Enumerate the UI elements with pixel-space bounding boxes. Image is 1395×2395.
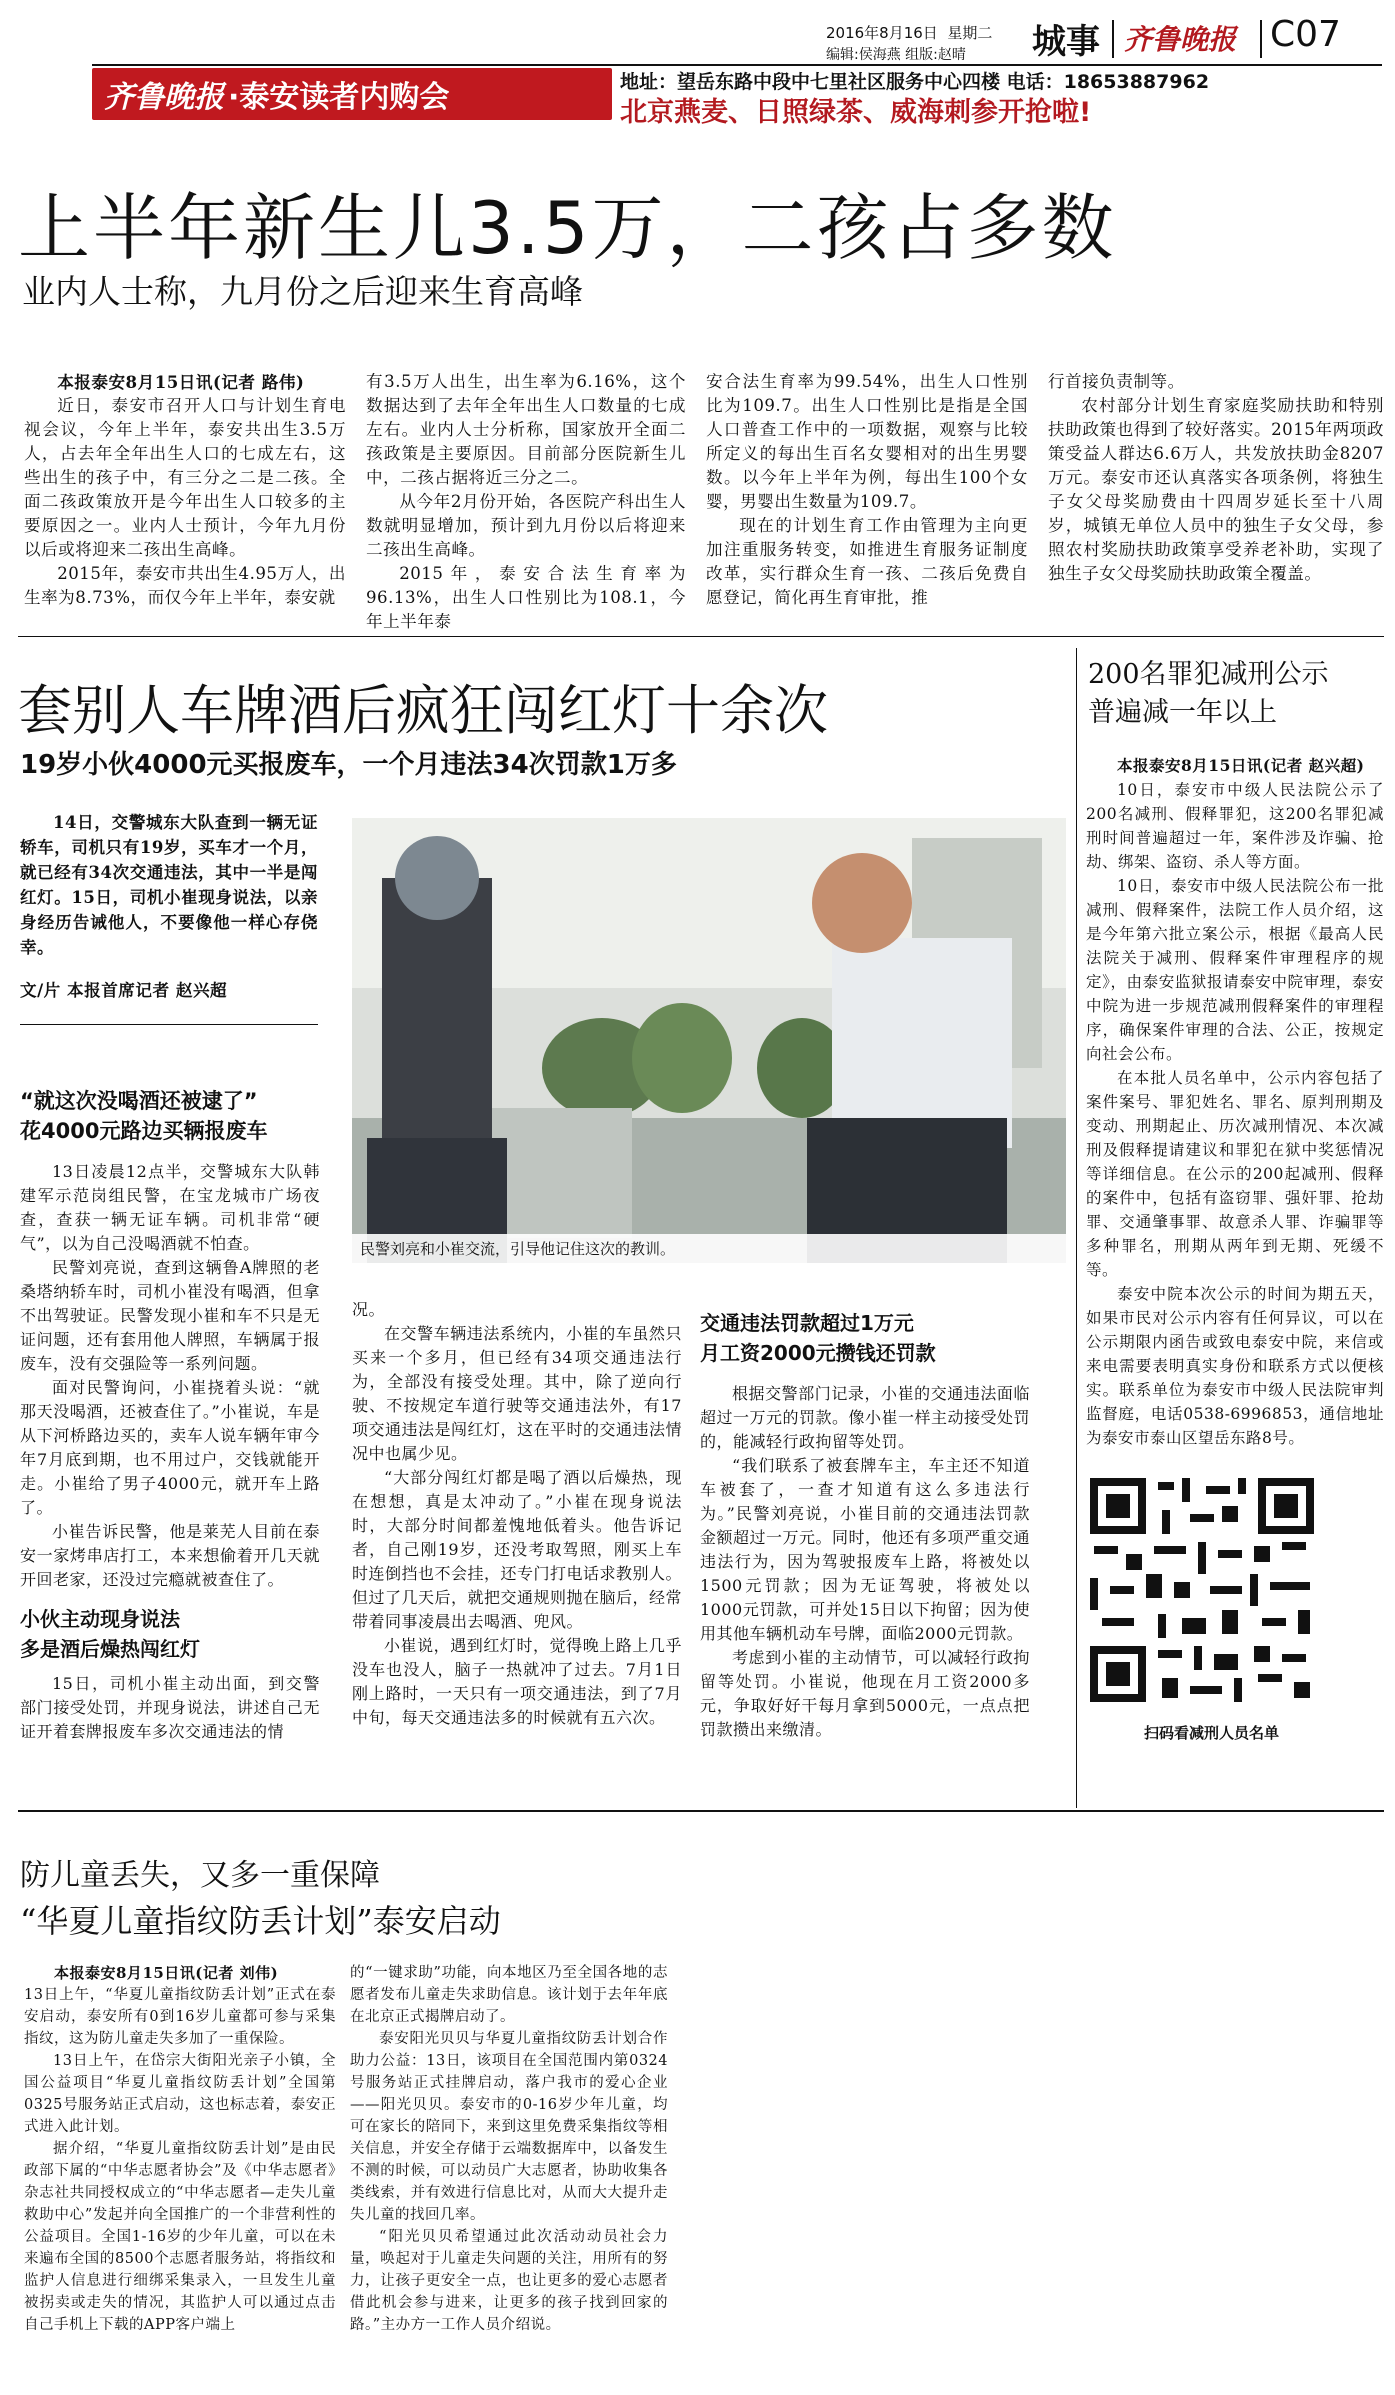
article1-col3: 安合法生育率为99.54%，出生人口性别比为109.7。出生人口性别比是指是全国人口普查工作中的一项数据，观察与比较所定义的每出生百名女婴相对的出生男婴数。以今年上半年为例，每出生100个女婴，男婴出生数量为109.7。 现在的计划生育工作由管理为主向更加注重服务转变，如推进生育服务证制度改革，实行群众生育一孩、二孩后免费自愿登记，简化再生育审批，推: [706, 372, 1028, 607]
article1-col4: 行首接负责制等。 农村部分计划生育家庭奖励扶助和特别扶助政策也得到了较好落实。2015年两项政策受益人群达6.6万人，共发放扶助金8207万元。泰安市还认真落实各项条例，将独生子女父母奖励费由十四周岁延长至十八周岁，城镇无单位人员中的独生子女父母，参照农村奖励扶助政策享受养老补助，实现了独生子女父母奖励扶助政策全覆盖。: [1048, 372, 1384, 583]
qr-caption: 扫码看减刑人员名单: [1144, 1724, 1280, 1742]
header: [0, 0, 1395, 128]
page-number: C07: [1270, 14, 1341, 55]
police-interview-photo: [352, 818, 1066, 1263]
promo-banner: [92, 68, 612, 120]
article3-title: 防儿童丢失，又多一重保障: [20, 1858, 380, 1893]
article1-subtitle: 业内人士称，九月份之后迎来生育高峰: [22, 272, 583, 311]
article2-col1: “就这次没喝酒还被逮了” 花4000元路边买辆报废车 13日凌晨12点半，交警城东大队韩建军示范岗组民警，在宝龙城市广场夜查，查获一辆无证车辆。司机非常“硬气”，以为自己没喝酒就不怕查。 民警刘亮说，查到这辆鲁A牌照的老桑塔纳轿车时，司机小崔没有喝酒，但拿不出驾驶证。民警发现小崔和车不只是无证问题，还有套用他人牌照，车辆属于报废车，没有交强险等一系列问题。 面对民警询问，小崔挠着头说：“就那天没喝酒，还被查住了。”小崔说，车是从下河桥路边买的，卖车人说车辆年审今年7月底到期，也不用过户，交钱就能开走。小崔给了男子4000元，就开车上路了。 小崔告诉民警，他是莱芜人目前在泰安一家烤串店打工，本来想偷着开几天就开回老家，还没过完瘾就被查住了。 小伙主动现身说法 多是酒后燥热闯红灯 15日，司机小崔主动出面，到交警部门接受处罚，并现身说法，讲述自己无证开着套牌报废车多次交通违法的情: [20, 1089, 320, 1741]
article1-col1: 本报泰安8月15日讯(记者 路伟) 近日，泰安市召开人口与计划生育电视会议，今年上半年，泰安共出生3.5万人，占去年全年出生人口的七成左右，这些出生的孩子中，有三分之二是二孩。全面二孩政策放开是今年出生人口较多的主要原因之一。业内人士预计，今年九月份以后或将迎来二孩出生高峰。 2015年，泰安市共出生4.95万人，出生率为8.73%，而仅今年上半年，泰安就: [24, 372, 346, 607]
header-logo: 齐鲁晚报: [1124, 23, 1237, 56]
sidebar-title-1: 200名罪犯减刑公示: [1088, 659, 1329, 690]
article2-title: 套别人车牌酒后疯狂闯红灯十余次: [18, 679, 828, 742]
article2-lead: 14日，交警城东大队查到一辆无证轿车，司机只有19岁，买车才一个月，就已经有34次交通违法，其中一半是闯红灯。15日，司机小崔现身说法，以亲身经历告诫他人，不要像他一样心存侥幸。 文/片 本报首席记者 赵兴超: [20, 813, 318, 1000]
photo-caption: 民警刘亮和小崔交流，引导他记住这次的教训。: [352, 1234, 1066, 1263]
article1-byline: 本报泰安8月15日讯(记者 路伟): [57, 372, 305, 392]
sidebar: 200名罪犯减刑公示 普遍减一年以上 本报泰安8月15日讯(记者 赵兴超) 10日，泰安市中级人民法院公示了200名减刑、假释罪犯，这200名罪犯减刑时间普遍超过一年，案件涉及诈骗、抢劫、绑架、盗窃、杀人等方面。 10日，泰安市中级人民法院公布一批减刑、假释案件，法院工作人员介绍，这是今年第六批立案公示，根据《最高人民法院关于减刑、假释案件审理程序的规定》，由泰安监狱报请泰安中院审理，泰安中院为进一步规范减刑假释案件的审理程序，确保案件审理的合法、公正，按规定向社会公布。 在本批人员名单中，公示内容包括了案件案号、罪犯姓名、罪名、原判刑期及变动、刑期起止、历次减刑情况、本次减刑及假释提请建议和罪犯在狱中奖惩情况等详细信息。在公示的200起减刑、假释的案件中，包括有盗窃罪、强奸罪、抢劫罪、交通肇事罪、故意杀人罪、诈骗罪等多种罪名，刑期从两年到无期、死缓不等。 泰安中院本次公示的时间为期五天，如果市民对公示内容有任何异议，可以在公示期限内函告或致电泰安中院，来信或来电需要表明真实身份和联系方式以便核实。联系单位为泰安市中级人民法院审判监督庭，电话0538-6996853，通信地址为泰安市泰山区望岳东路8号。: [1086, 656, 1384, 1450]
article2-col3: 交通违法罚款超过1万元 月工资2000元攒钱还罚款 根据交警部门记录，小崔的交通违法面临超过一万元的罚款。像小崔一样主动接受处罚的，能减轻行政拘留等处罚。 “我们联系了被套牌车主，车主还不知道车被套了，一查才知道有这么多违法行为。”民警刘亮说，小崔目前的交通违法罚款金额超过一万元。同时，他还有多项严重交通违法行为，因为驾驶报废车上路，将被处以1500元罚款；因为无证驾驶，将被处以1000元罚款，可并处15日以下拘留；因为使用其他车辆机动车号牌，面临2000元罚款。 考虑到小崔的主动情节，可以减轻行政拘留等处罚。小崔说，他现在月工资2000多元，争取好好干每月拿到5000元，一点点把罚款攒出来缴清。: [700, 1311, 1031, 1739]
banner-address: 地址：望岳东路中段中七里社区服务中心四楼 电话：18653887962: [620, 71, 1210, 93]
banner-promo: 北京燕麦、日照绿茶、威海刺参开抢啦!: [620, 97, 1092, 128]
banner-logo: 齐鲁晚报: [104, 80, 224, 115]
article3-col2: 的“一键求助”功能，向本地区乃至全国各地的志愿者发布儿童走失求助信息。该计划于去年年底在北京正式揭牌启动了。 泰安阳光贝贝与华夏儿童指纹防丢计划合作助力公益：13日，该项目在全国范围内第0324号服务站正式挂牌启动，落户我市的爱心企业——阳光贝贝。泰安市的0-16岁少年儿童，均可在家长的陪同下，来到这里免费采集指纹等相关信息，并安全存储于云端数据库中，以备发生不测的时候，可以动员广大志愿者，协助收集各类线索，并有效进行信息比对，从而大大提升走失儿童的找回几率。 “阳光贝贝希望通过此次活动动员社会力量，唤起对于儿童走失问题的关注，用所有的努力，让孩子更安全一点，也让更多的爱心志愿者借此机会参与进来，让更多的孩子找到回家的路。”主办方一工作人员介绍说。: [350, 1965, 668, 2333]
section-name: 城事: [1032, 22, 1100, 62]
banner-title: ·泰安读者内购会: [228, 80, 450, 115]
article2-subtitle: 19岁小伙4000元买报废车，一个月违法34次罚款1万多: [20, 750, 677, 780]
sidebar-title-2: 普遍减一年以上: [1088, 697, 1277, 728]
article1-col2: 有3.5万人出生，出生率为6.16%，这个数据达到了去年全年出生人口数量的七成左右。业内人士分析称，国家放开全面二孩政策是主要原因。目前部分医院新生儿中，二孩占据将近三分之二。 从今年2月份开始，各医院产科出生人数就明显增加，预计到九月份以后将迎来二孩出生高峰。 2015年，泰安合法生育率为96.13%，出生人口性别比为108.1，今年上半年泰: [366, 372, 686, 631]
header-date: 2016年8月16日 星期二: [826, 24, 993, 42]
article3-byline: 本报泰安8月15日讯(记者 刘伟): [54, 1964, 279, 1982]
article2-photo: [352, 818, 1066, 1263]
article1-title: 上半年新生儿3.5万，二孩占多数: [18, 186, 1117, 270]
header-editor: 编辑:侯海燕 组版:赵晴: [826, 47, 966, 63]
qr-code[interactable]: [1086, 1474, 1318, 1764]
qr-code-icon: [1086, 1474, 1318, 1706]
article2-credit: 文/片 本报首席记者 赵兴超: [20, 980, 228, 1000]
article3-subtitle: “华夏儿童指纹防丢计划”泰安启动: [20, 1902, 501, 1940]
sidebar-byline: 本报泰安8月15日讯(记者 赵兴超): [1117, 756, 1365, 775]
article2-col2: 况。 在交警车辆违法系统内，小崔的车虽然只买来一个多月，但已经有34项交通违法行为，全部没有接受处理。其中，除了逆向行驶、不按规定车道行驶等交通违法外，有17项交通违法是闯红灯，这在平时的交通违法情况中也属少见。 “大部分闯红灯都是喝了酒以后燥热，现在想想，真是太冲动了。”小崔在现身说法时，大部分时间都羞愧地低着头。他告诉记者，自己刚19岁，还没考取驾照，刚买上车时连倒挡也不会挂，还专门打电话求教别人。但过了几天后，就把交通规则抛在脑后，经常带着同事凌晨出去喝酒、兜风。 小崔说，遇到红灯时，觉得晚上路上几乎没车也没人，脑子一热就冲了过去。7月1日刚上路时，一天只有一项交通违法，到了7月中旬，每天交通违法多的时候就有五六次。: [352, 1300, 683, 1727]
article3-col1: 本报泰安8月15日讯(记者 刘伟) 13日上午，“华夏儿童指纹防丢计划”正式在泰安启动，泰安所有0到16岁儿童都可参与采集指纹，这为防儿童走失多加了一重保险。 13日上午，在岱宗大街阳光亲子小镇，全国公益项目“华夏儿童指纹防丢计划”全国第0325号服务站正式启动，这也标志着，泰安正式进入此计划。 据介绍，“华夏儿童指纹防丢计划”是由民政部下属的“中华志愿者协会”及《中华志愿者》杂志社共同授权成立的“中华志愿者—走失儿童救助中心”发起并向全国推广的一个非营利性的公益项目。全国1-16岁的少年儿童，可以在未来遍布全国的8500个志愿者服务站，将指纹和监护人信息进行细绑采集录入，一旦发生儿童被拐卖或走失的情况，其监护人可以通过点击自己手机上下载的APP客户端上: [24, 1964, 336, 2333]
